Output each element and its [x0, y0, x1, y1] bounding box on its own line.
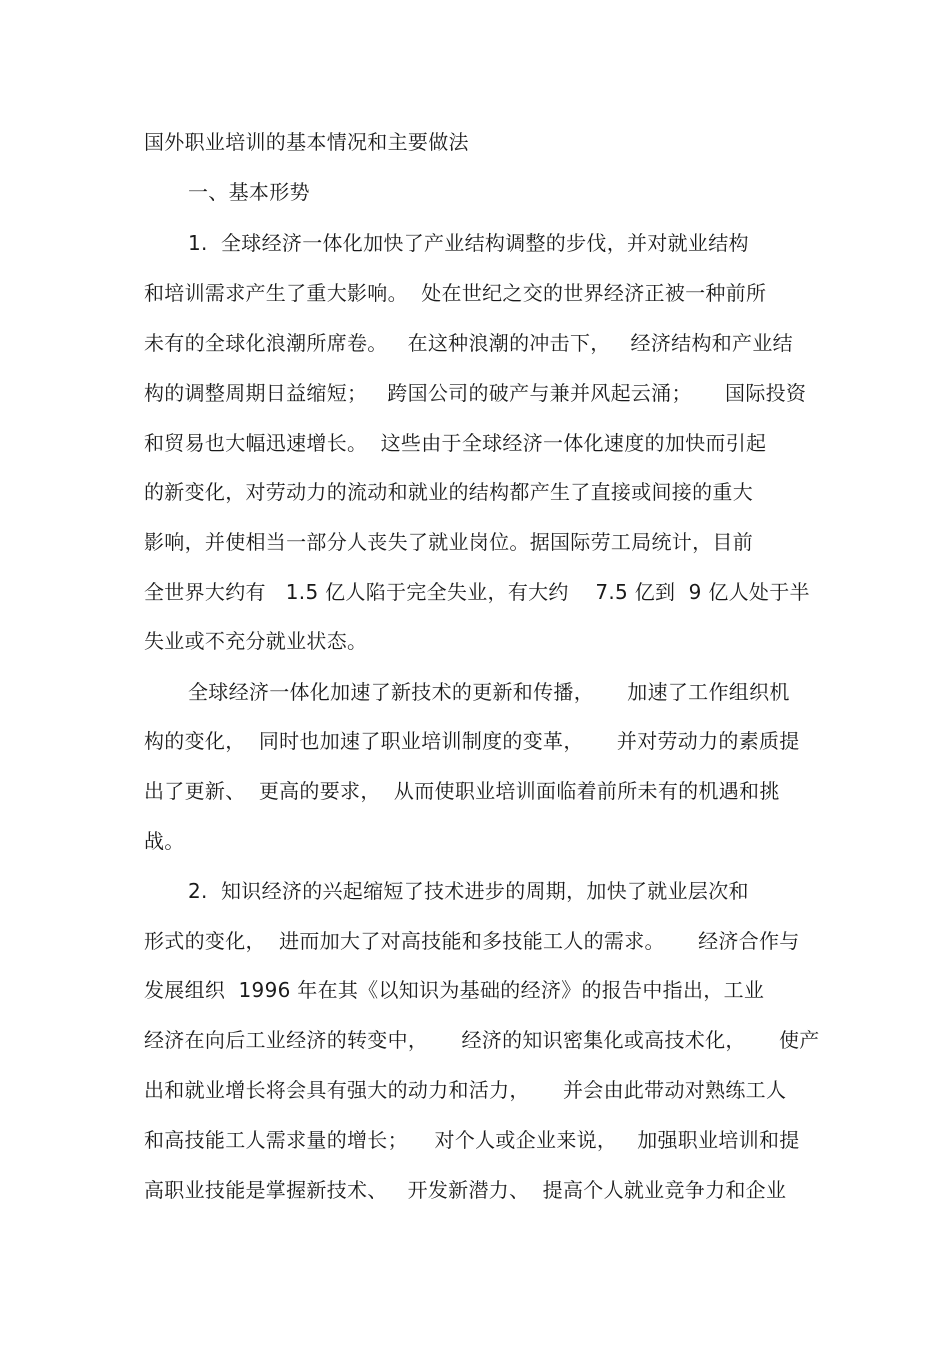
paragraph-line: 发展组织 1996 年在其《以知识为基础的经济》的报告中指出，工业 [144, 978, 765, 1002]
paragraph-line: 2. 知识经济的兴起缩短了技术进步的周期，加快了就业层次和 [188, 879, 749, 903]
paragraph-line: 影响，并使相当一部分人丧失了就业岗位。据国际劳工局统计，目前 [144, 530, 753, 554]
paragraph-line: 和贸易也大幅迅速增长。 这些由于全球经济一体化速度的加快而引起 [144, 431, 767, 455]
paragraph-line: 和培训需求产生了重大影响。 处在世纪之交的世界经济正被一种前所 [144, 281, 767, 305]
paragraph-line: 全世界大约有 1.5 亿人陷于完全失业，有大约 7.5 亿到 9 亿人处于半 [144, 580, 810, 604]
paragraph-line: 构的变化， 同时也加速了职业培训制度的变革， 并对劳动力的素质提 [144, 729, 800, 753]
document-title: 国外职业培训的基本情况和主要做法 [144, 130, 469, 154]
paragraph-line: 的新变化，对劳动力的流动和就业的结构都产生了直接或间接的重大 [144, 480, 753, 504]
paragraph-line: 未有的全球化浪潮所席卷。 在这种浪潮的冲击下， 经济结构和产业结 [144, 331, 793, 355]
section-heading: 一、基本形势 [188, 180, 310, 204]
paragraph-line: 1. 全球经济一体化加快了产业结构调整的步伐，并对就业结构 [188, 231, 749, 255]
paragraph-line: 全球经济一体化加速了新技术的更新和传播， 加速了工作组织机 [188, 680, 790, 704]
paragraph-line: 出和就业增长将会具有强大的动力和活力， 并会由此带动对熟练工人 [144, 1078, 787, 1102]
paragraph-line: 经济在向后工业经济的转变中， 经济的知识密集化或高技术化， 使产 [144, 1028, 820, 1052]
paragraph-line: 失业或不充分就业状态。 [144, 629, 368, 653]
paragraph-line: 和高技能工人需求量的增长； 对个人或企业来说， 加强职业培训和提 [144, 1128, 800, 1152]
paragraph-line: 高职业技能是掌握新技术、 开发新潜力、 提高个人就业竞争力和企业 [144, 1178, 787, 1202]
paragraph-line: 出了更新、 更高的要求， 从而使职业培训面临着前所未有的机遇和挑 [144, 779, 780, 803]
paragraph-line: 形式的变化， 进而加大了对高技能和多技能工人的需求。 经济合作与 [144, 929, 800, 953]
paragraph-line: 战。 [144, 829, 185, 853]
paragraph-line: 构的调整周期日益缩短； 跨国公司的破产与兼并风起云涌； 国际投资 [144, 381, 807, 405]
